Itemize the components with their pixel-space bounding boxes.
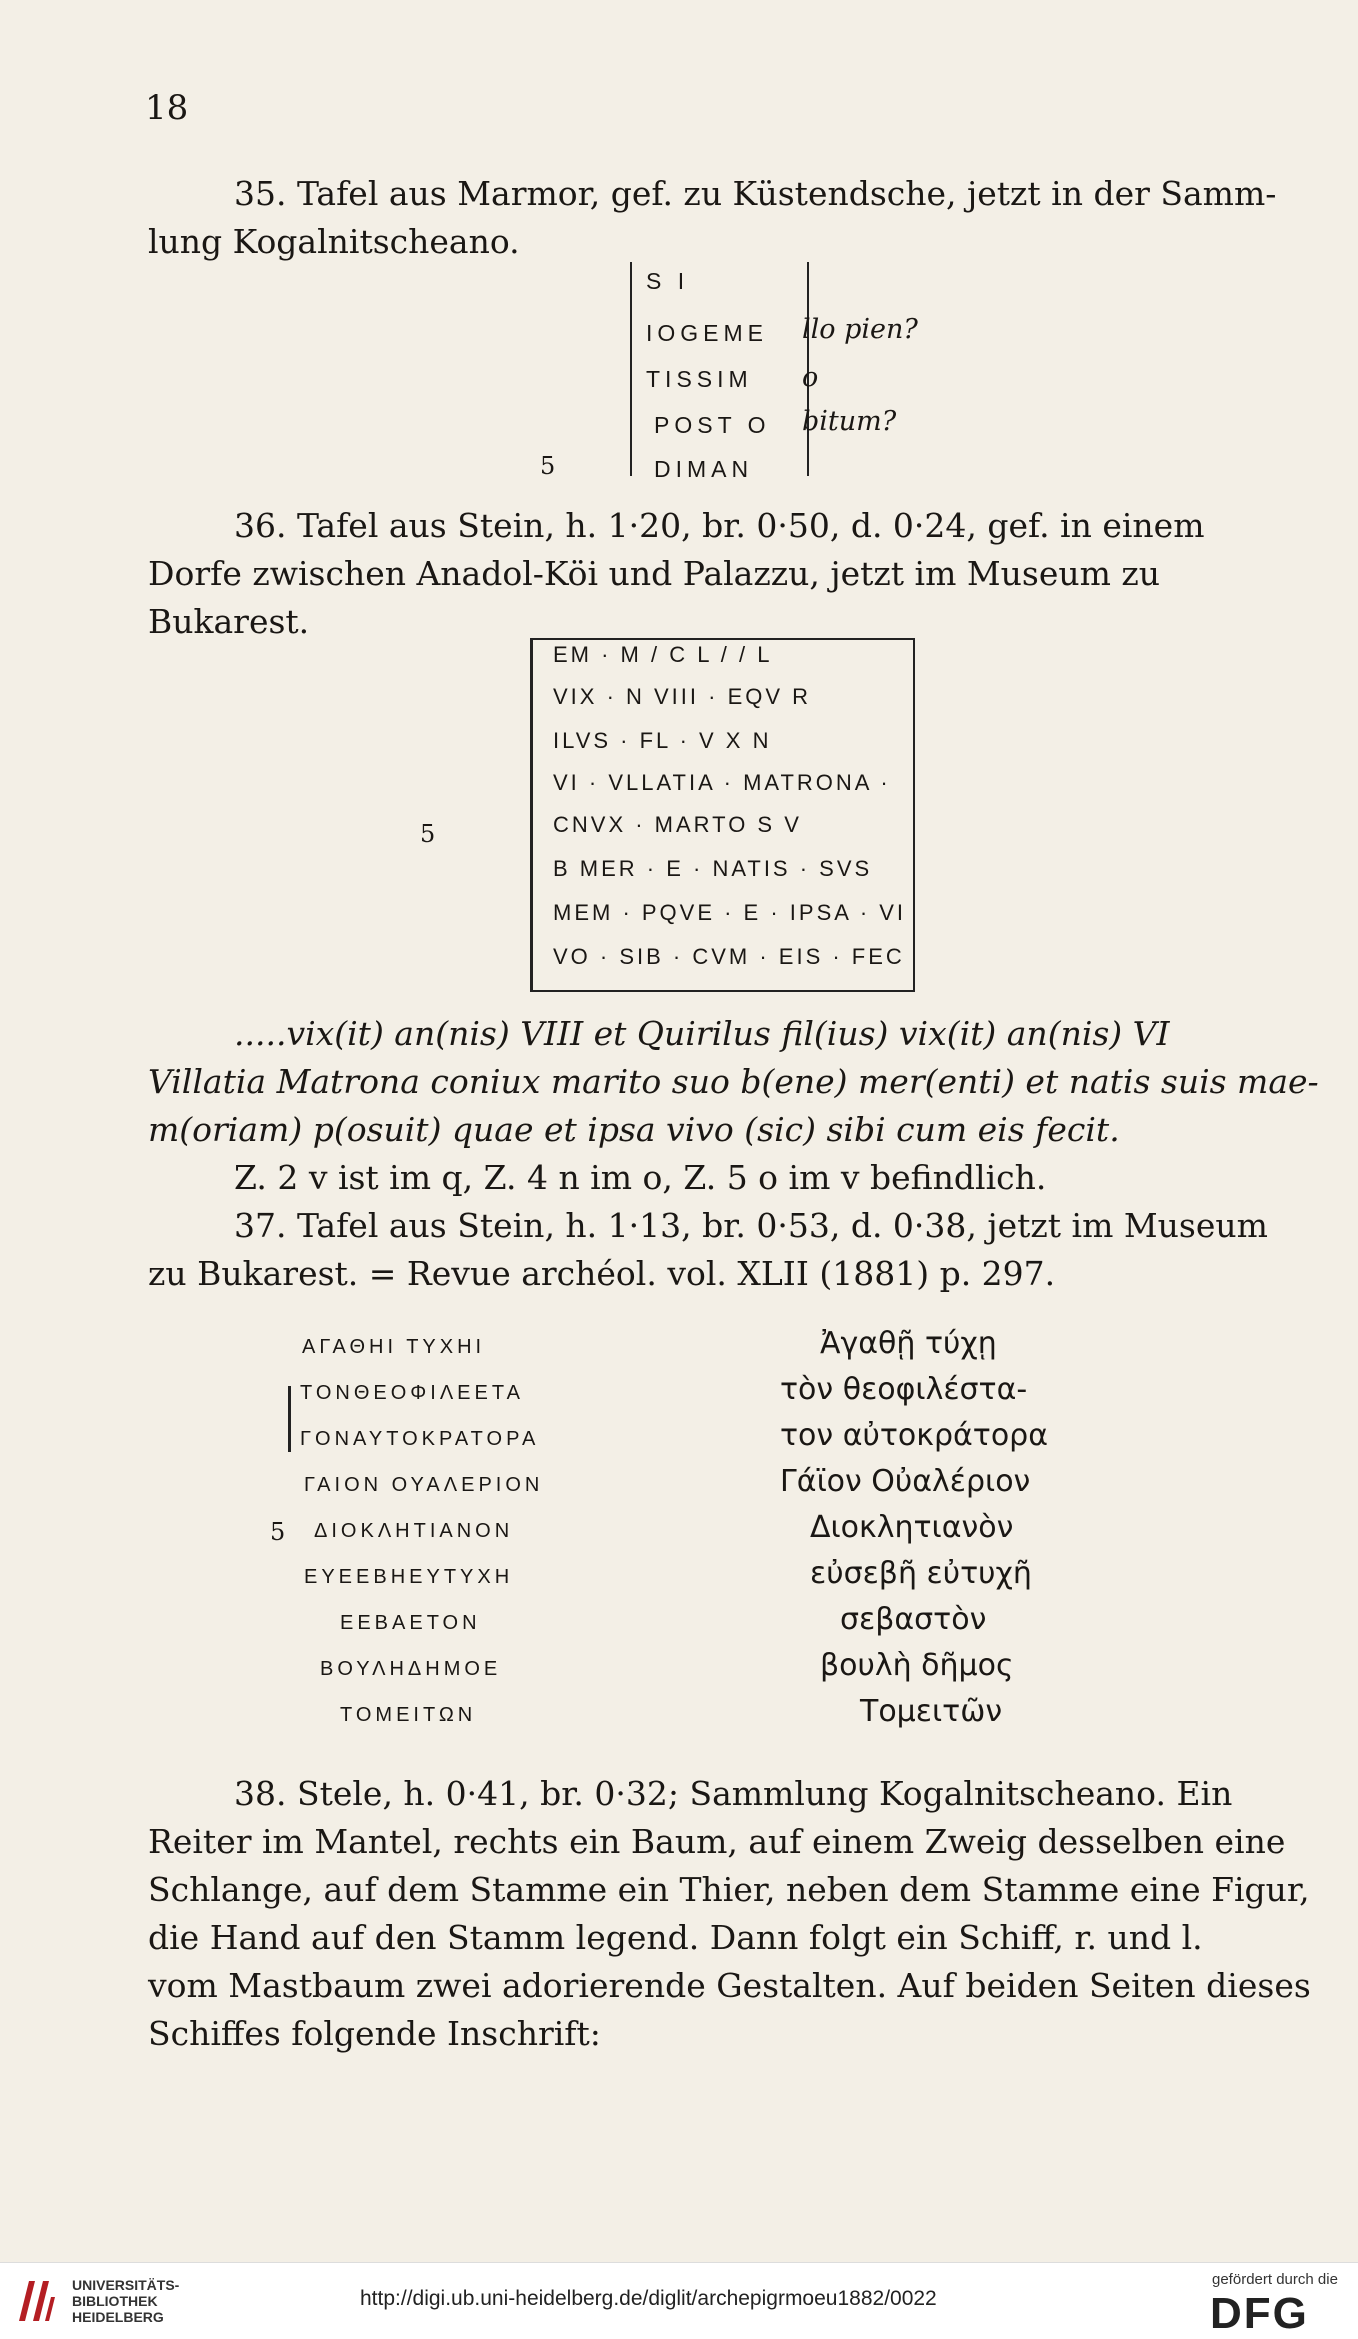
library-name-line: HEIDELBERG [72,2309,164,2325]
entry-38-line: die Hand auf den Stamm legend. Dann folgt ein Schiff, r. und l. [148,1918,1203,1957]
entry-38-line: vom Mastbaum zwei adorierende Gestalten. Auf beiden Seiten dieses [148,1966,1311,2005]
inscription-line: B MER · E · NATIS · SVS [553,856,873,881]
greek-inscription-line: ΒΟΥΛΗΔΗΜΟΕ [320,1658,502,1680]
entry-37-line: zu Bukarest. = Revue archéol. vol. XLII (1881) p. 297. [148,1254,1056,1293]
greek-transcription-line: Τομειτῶν [860,1694,1003,1729]
inscription-line: VI · VLLATIA · MATRONA · [553,770,891,795]
entry-36-transcription [148,1010,1319,1154]
funded-by-label: gefördert durch die [1212,2271,1338,2288]
permalink-url[interactable]: http://digi.ub.uni-heidelberg.de/diglit/archepigrmoeu1882/0022 [360,2287,937,2310]
digitization-footer [0,2262,1358,2339]
entry-38-line: Schlange, auf dem Stamme ein Thier, neben dem Stamme eine Figur, [148,1870,1310,1909]
greek-transcription-line: Ἀγαθῇ τύχῃ [820,1326,997,1361]
greek-inscription-line: ΓΟΝΑΥΤΟΚΡΑΤΟΡΑ [300,1428,540,1450]
entry-36-line: 36. Tafel aus Stein, h. 1·20, br. 0·50, d. 0·24, gef. in einem [234,506,1205,545]
greek-inscription-line: ΤΟΜΕΙΤΩΝ [340,1704,477,1726]
entry-36-text [148,502,1268,646]
dfg-logo: DFG [1210,2289,1309,2338]
inscription-line: ILVS · FL · V X N [553,728,772,753]
greek-inscription-line: ΕΥΕΕΒΗΕΥΤΥΧΗ [304,1566,514,1588]
greek-transcription-line: Γάϊον Οὐαλέριον [780,1464,1031,1499]
inscription-line: EM · M / C L / / L [553,642,773,667]
entry-36-inscription-box [530,638,915,992]
page-number: 18 [145,88,189,128]
inscription-line: VIX · N VIII · EQV R [553,684,812,709]
greek-transcription-line: τὸν θεοφιλέστα- [780,1372,1028,1407]
entry-35-inscription-box [630,262,809,482]
greek-transcription-line: Διοκλητιανὸν [810,1510,1014,1545]
entry-35-text [148,170,1277,266]
inscription-line: CNVX · MARTO S V [553,812,802,837]
greek-inscription-line: ΓΑΙΟΝ ΟΥΑΛΕΡΙΟΝ [304,1474,544,1496]
library-name-line: UNIVERSITÄTS- [72,2277,180,2293]
entry-35-line: lung Kogalnitscheano. [148,222,520,261]
greek-transcription-line: εὐσεβῆ εὐτυχῆ [810,1556,1032,1591]
inscription-line: TISSIM [646,366,753,392]
greek-transcription-line: σεβαστὸν [840,1602,987,1637]
entry-37-text [148,1202,1268,1298]
line-marker: 5 [270,1518,286,1546]
entry-36-line: Dorfe zwischen Anadol-Köi und Palazzu, jetzt im Museum zu [148,554,1161,593]
entry-36-line: Bukarest. [148,602,310,641]
inscription-note: o [802,362,819,393]
entry-38-line: 38. Stele, h. 0·41, br. 0·32; Sammlung Kogalnitscheano. Ein [234,1774,1233,1813]
greek-transcription-line: βουλὴ δῆμος [820,1648,1014,1683]
inscription-line: DIMAN [654,456,754,482]
inscription-line: IOGEME [646,320,769,346]
university-library-logo-icon [15,2277,57,2325]
university-library-name [72,2277,179,2325]
transcription-line: Villatia Matrona coniux marito suo b(ene) mer(enti) et natis suis mae- [148,1062,1319,1101]
entry-38-text [148,1770,1311,2058]
entry-37-greek-inscription [300,1336,620,1736]
entry-36-note [234,1154,1046,1202]
line-marker: 5 [540,452,556,480]
inscription-line: POST O [654,412,771,438]
inscription-line: S I [646,268,690,294]
entry-37-greek-transcription [780,1326,1120,1736]
greek-inscription-line: ΕΕΒΑΕΤΟΝ [340,1612,481,1634]
inscription-edge-line [288,1386,291,1452]
entry-38-line: Reiter im Mantel, rechts ein Baum, auf einem Zweig desselben eine [148,1822,1286,1861]
inscription-line: VO · SIB · CVM · EIS · FEC [553,944,905,969]
transcription-line: m(oriam) p(osuit) quae et ipsa vivo (sic) sibi cum eis fecit. [148,1110,1120,1149]
transcription-line: .....vix(it) an(nis) VIII et Quirilus fil(ius) vix(it) an(nis) VI [234,1014,1170,1053]
greek-transcription-line: τον αὐτοκράτορα [780,1418,1048,1453]
inscription-line: MEM · PQVE · E · IPSA · VI [553,900,907,925]
inscription-note: llo pien? [802,314,918,345]
entry-37-line: 37. Tafel aus Stein, h. 1·13, br. 0·53, d. 0·38, jetzt im Museum [234,1206,1268,1245]
inscription-note: bitum? [802,406,897,437]
greek-inscription-line: ΑΓΑΘΗΙ ΤΥΧΗΙ [302,1336,486,1358]
entry-38-line: Schiffes folgende Inschrift: [148,2014,601,2053]
line-marker: 5 [420,820,436,848]
greek-inscription-line: ΔΙΟΚΛΗΤΙΑΝΟΝ [314,1520,514,1542]
note-line: Z. 2 v ist im q, Z. 4 n im o, Z. 5 o im v befindlich. [234,1158,1047,1197]
entry-35-line: 35. Tafel aus Marmor, gef. zu Küstendsche, jetzt in der Samm- [234,174,1277,213]
library-name-line: BIBLIOTHEK [72,2293,158,2309]
greek-inscription-line: ΤΟΝΘΕΟΦΙΛΕΕΤΑ [300,1382,524,1404]
